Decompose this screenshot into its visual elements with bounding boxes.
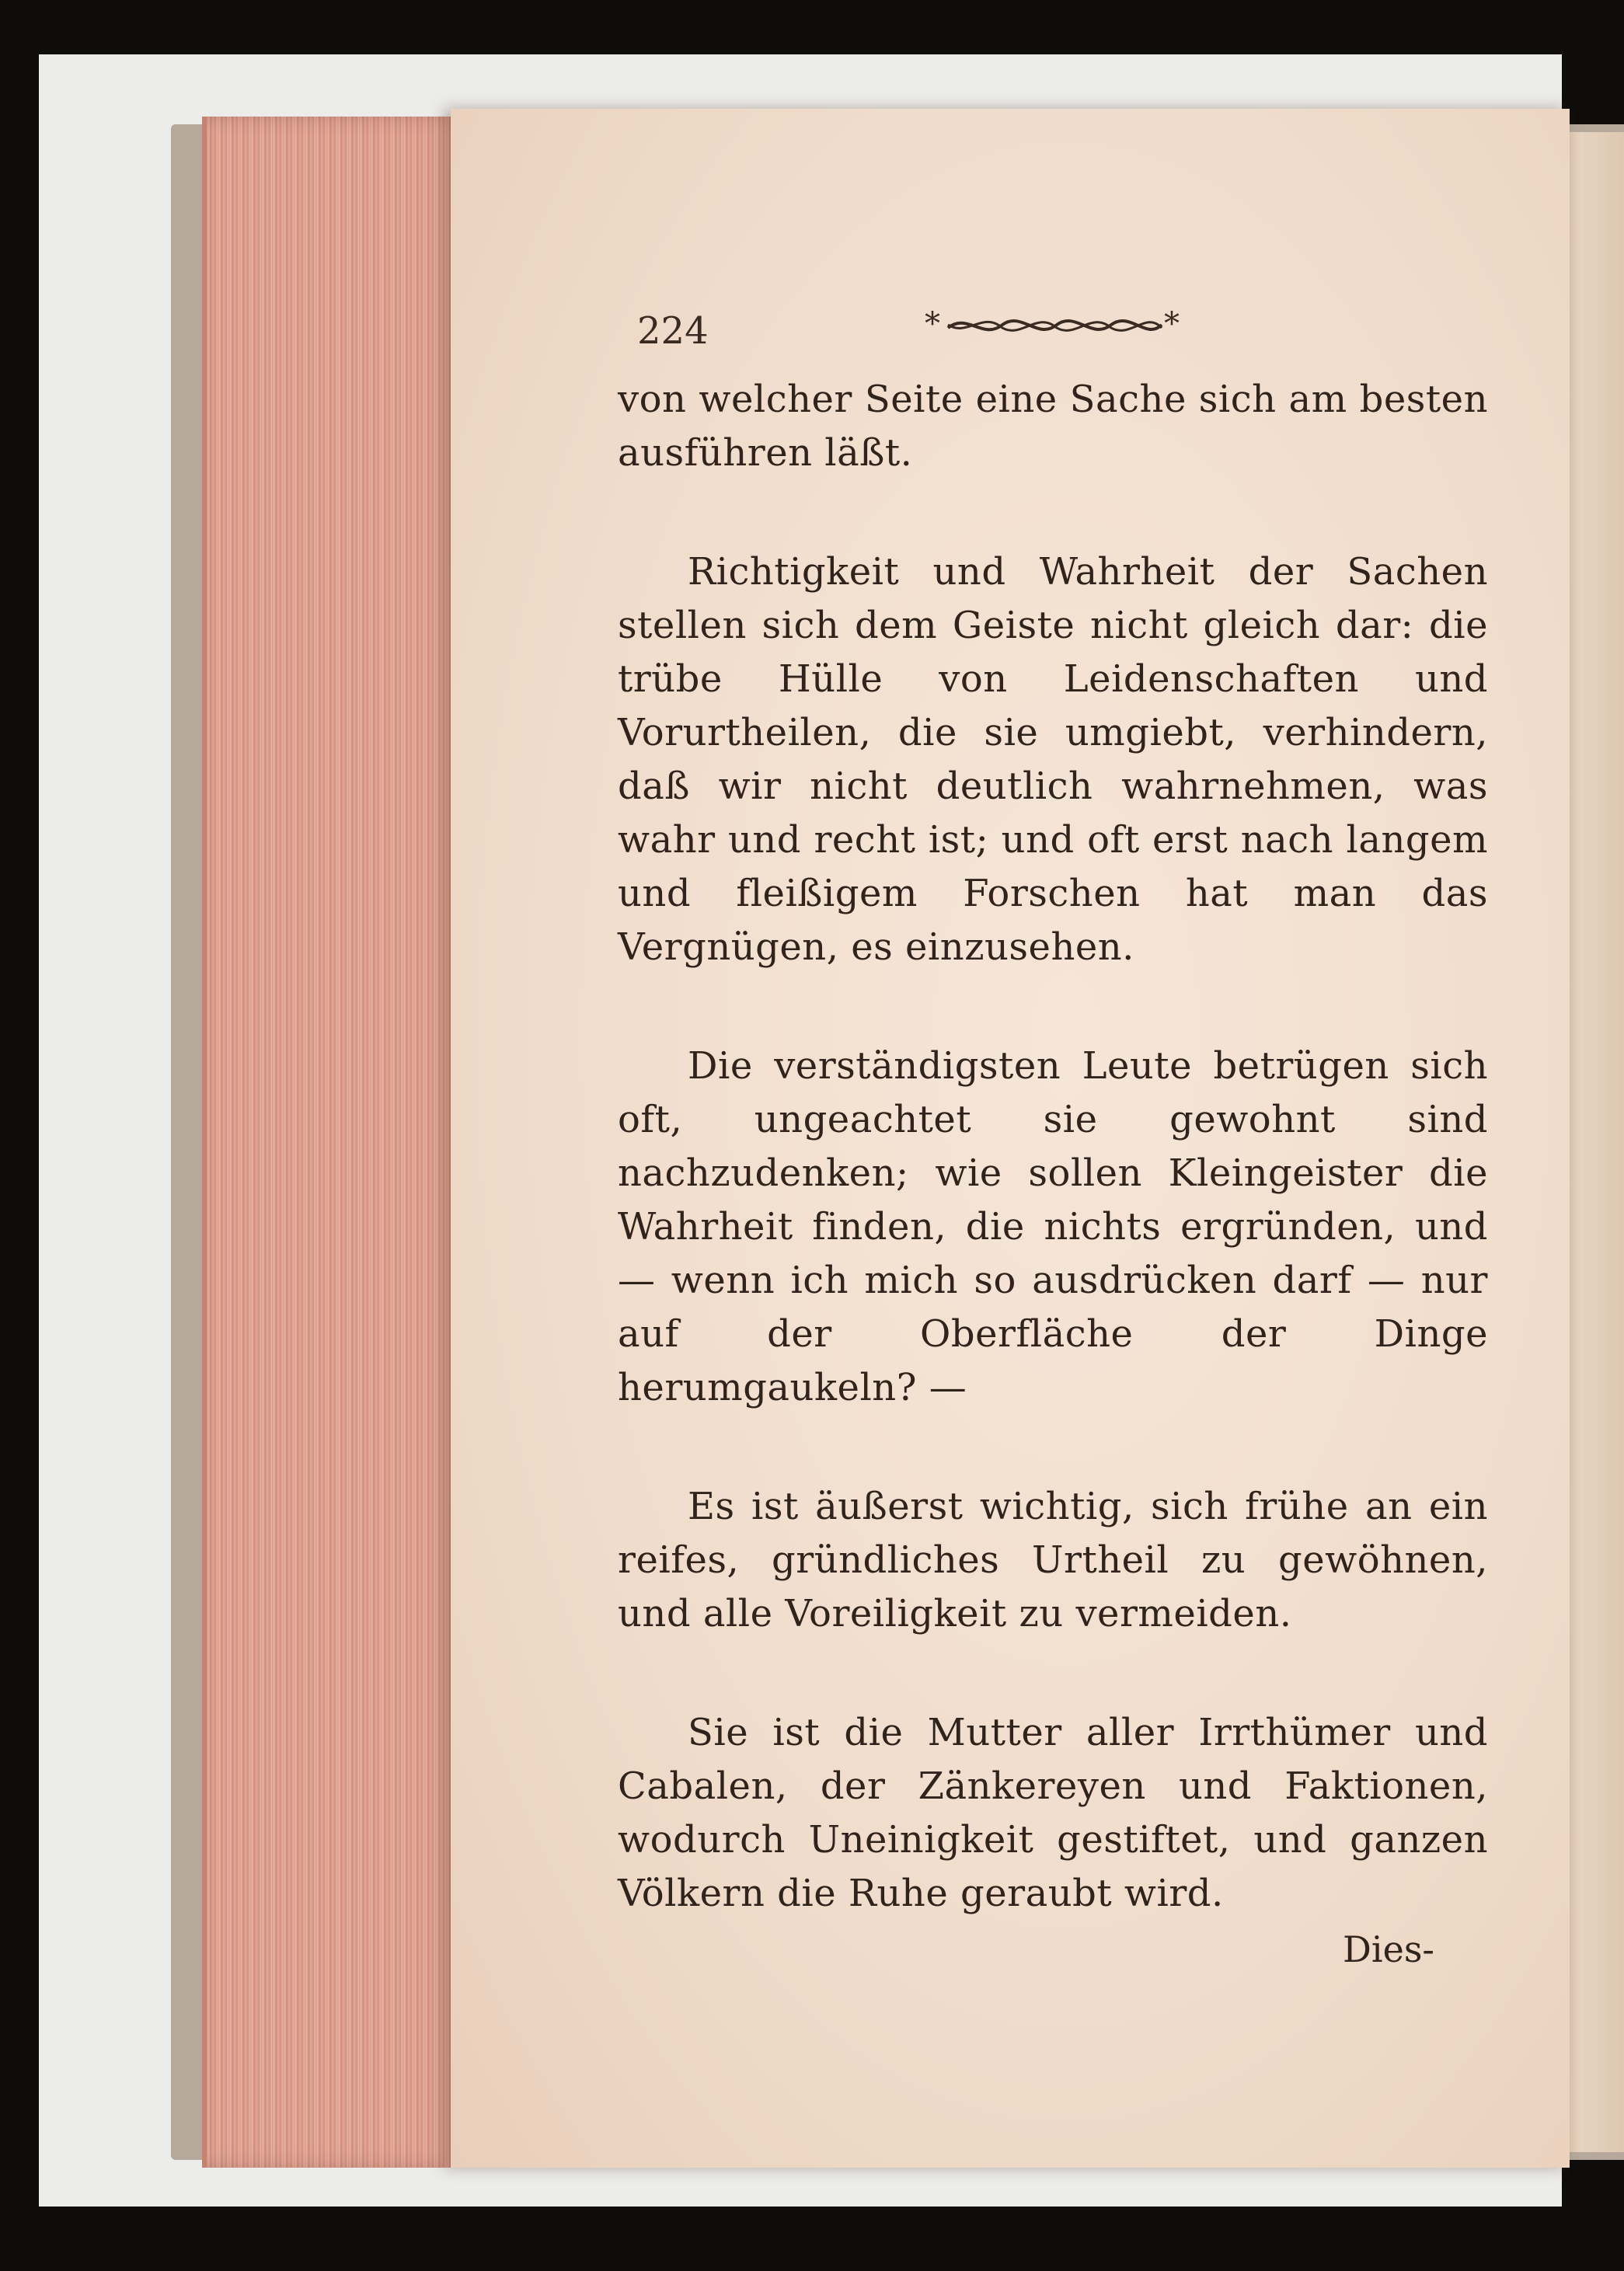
catchword: Dies-: [1343, 1928, 1434, 1970]
svg-text:*: *: [1164, 306, 1180, 342]
body-text: [618, 373, 1488, 1986]
paragraph-4: Es ist äußerst wichtig, sich frühe an ein reifes, gründliches Urtheil zu gewöhnen, und alle Voreiligkeit zu vermeiden.: [618, 1485, 1488, 1635]
page-edges-red: [202, 117, 486, 2168]
book-page: [451, 109, 1570, 2168]
paragraph-2: Richtigkeit und Wahrheit der Sachen stellen sich dem Geiste nicht gleich dar: die trübe Hülle von Leidenschaften und Vorurtheilen, die sie umgiebt, verhindern, daß wir nicht deutlich wahrnehmen, was wahr und recht ist; und oft erst nach langem und fleißigem Forschen hat man das Vergnügen, es einzusehen.: [618, 550, 1488, 969]
svg-text:*: *: [925, 306, 940, 342]
paragraph-1: von welcher Seite eine Sache sich am besten ausführen läßt.: [618, 378, 1488, 475]
paragraph-5: Sie ist die Mutter aller Irrthümer und Cabalen, der Zänkereyen und Faktionen, wodurch Uneinigkeit gestiftet, und ganzen Völkern die Ruhe geraubt wird.: [618, 1711, 1488, 1915]
header-ornament-icon: [925, 301, 1181, 348]
page-number: 224: [637, 309, 709, 353]
paragraph-3: Die verständigsten Leute betrügen sich oft, ungeachtet sie gewohnt sind nachzudenken; wie sollen Kleingeister die Wahrheit finden, die nichts ergründen, und — wenn ich mich so ausdrücken darf — nur auf der Oberfläche der Dinge herumgaukeln? —: [618, 1044, 1488, 1409]
